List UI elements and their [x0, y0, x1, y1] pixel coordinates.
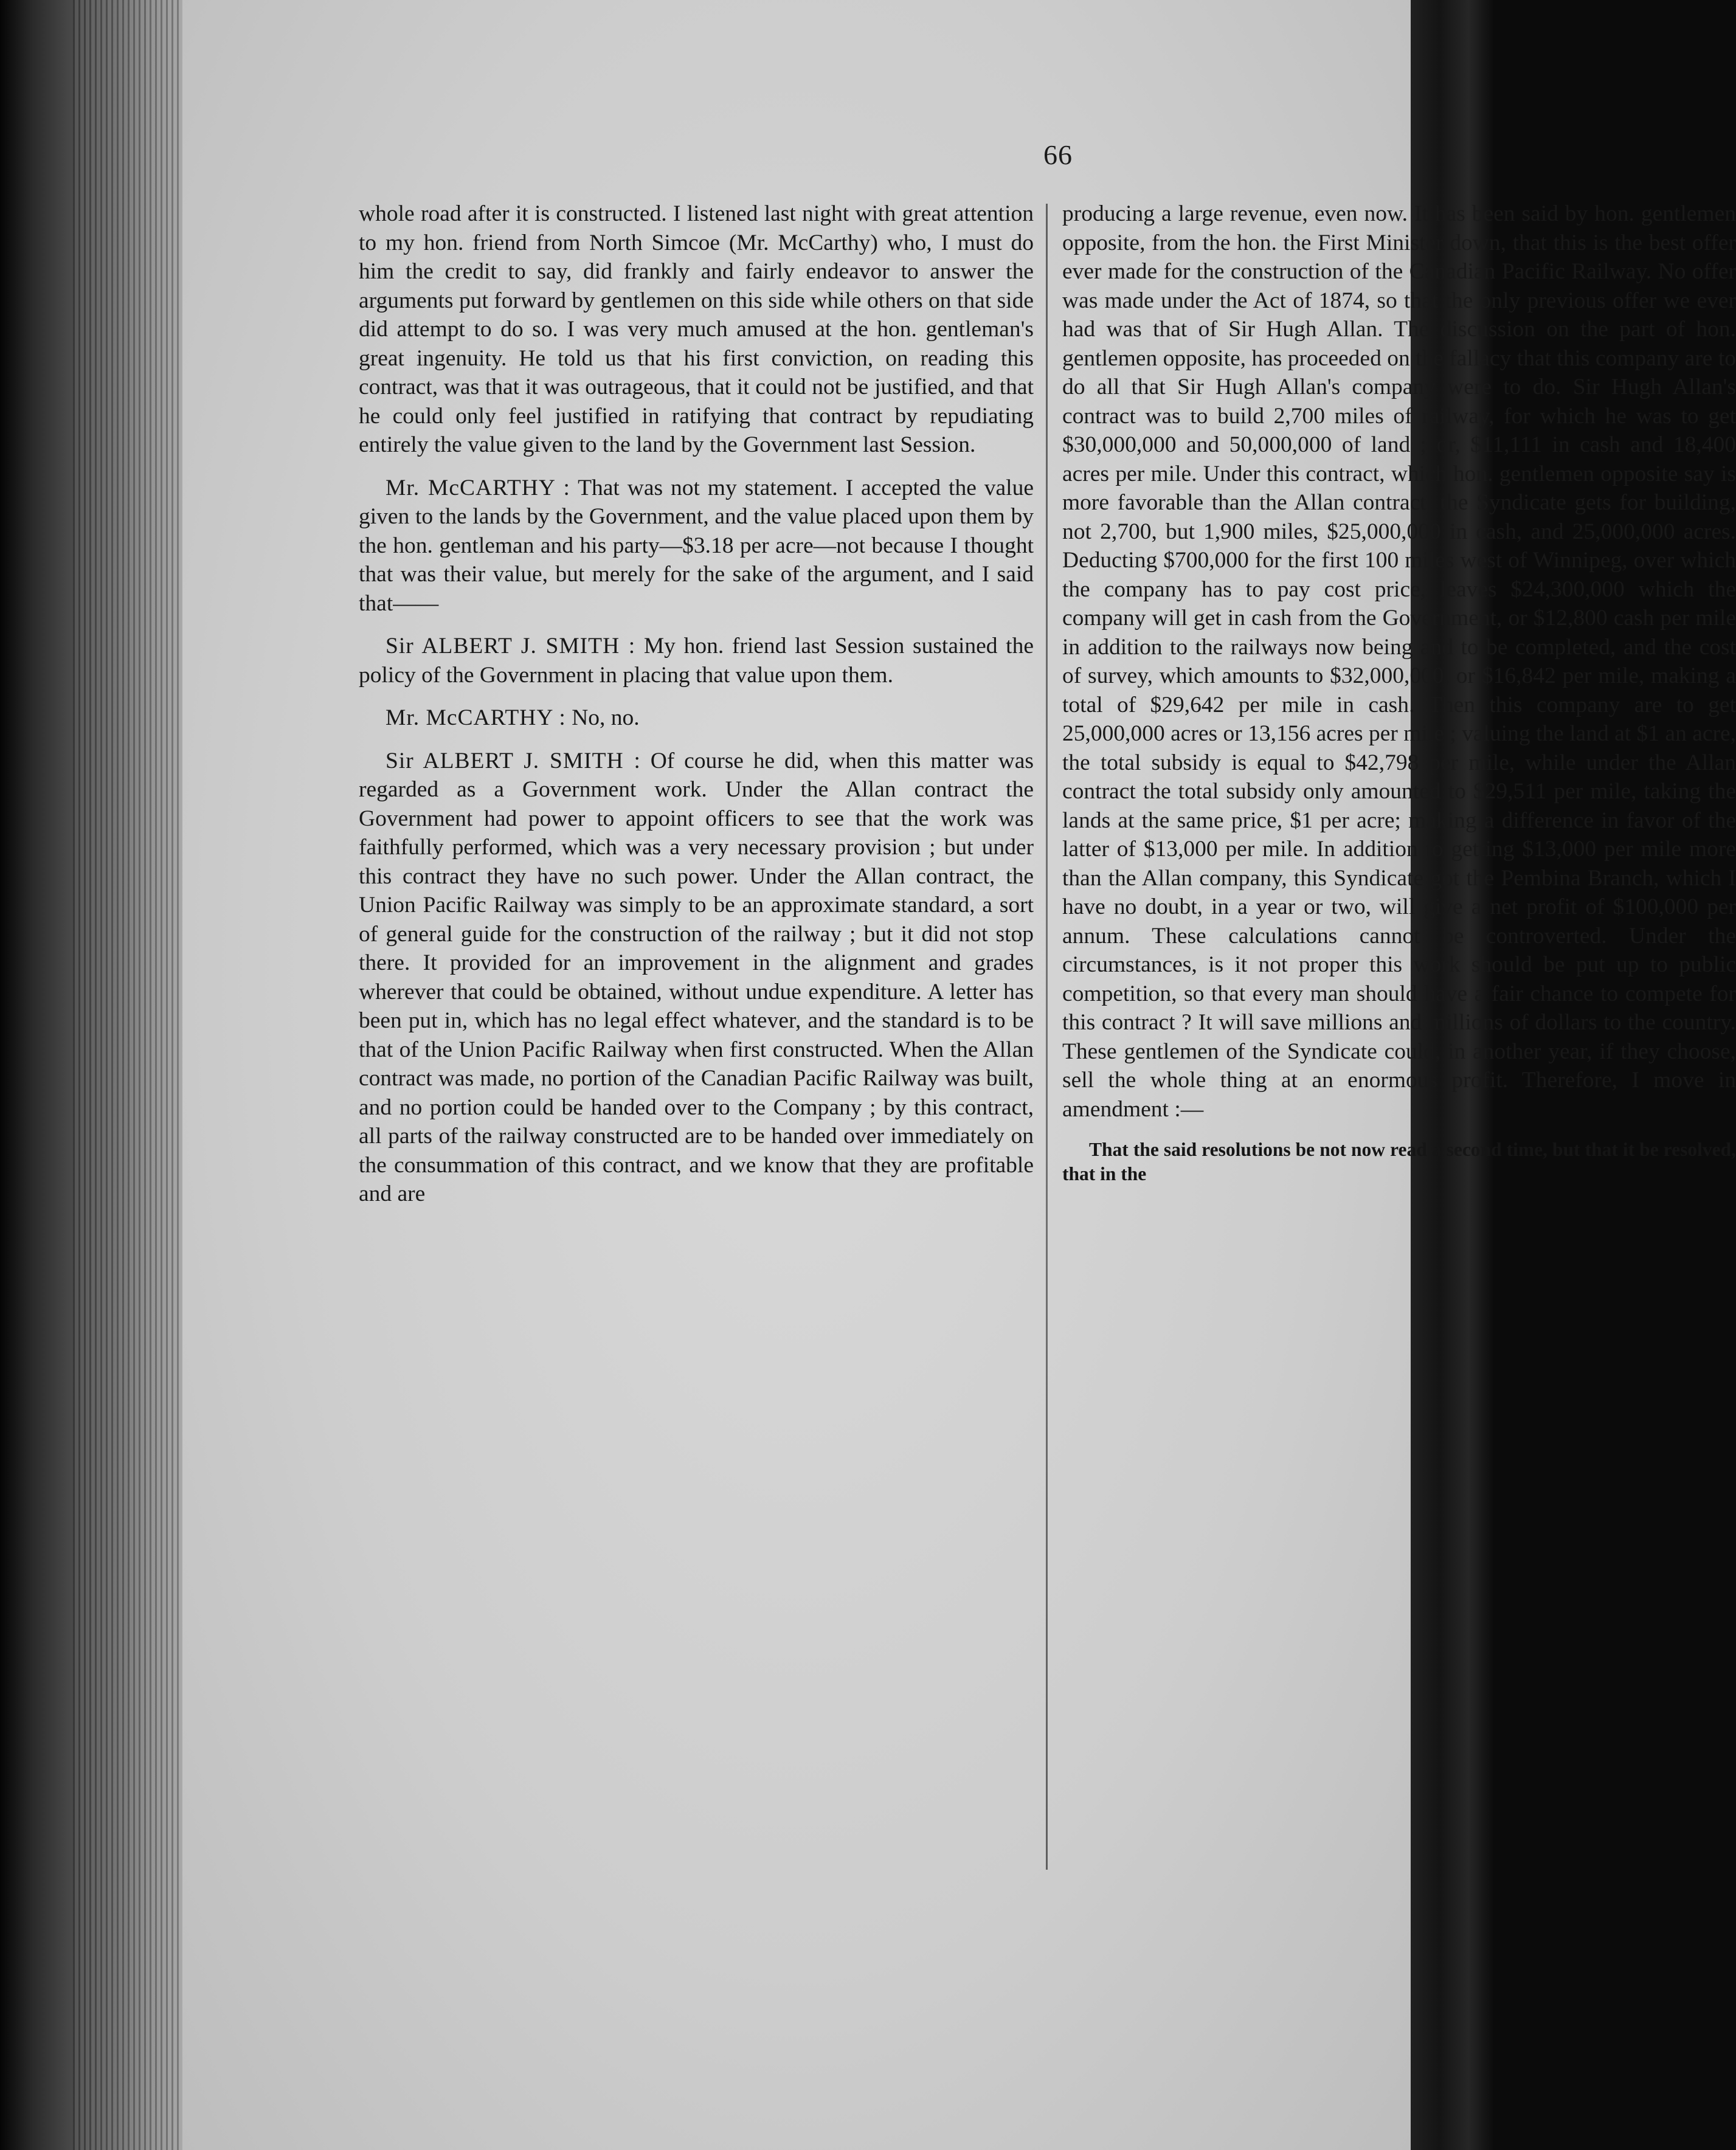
- column-divider: [1046, 204, 1048, 1870]
- right-column: [1062, 199, 1736, 1206]
- resolution-text: That the said resolutions be not now read a second time, but that it be resolved, that in the: [1062, 1139, 1736, 1184]
- speech-text: No, no.: [572, 705, 640, 730]
- speech-text: Of course he did, when this matter was regarded as a Government work. Under the Allan contract the Government had power to appoint officers to see that the work was faithfully performed, which was a very necessary provision ; but under this contract they have no such power. Under the Allan contract, the Union Pacific Railway was simply to be an approximate standard, a sort of general guide for the construction of the railway ; but it did not stop there. It provided for an improvement in the alignment and grades wherever that could be obtained, without undue expenditure. A letter has been put in, which has no legal effect whatever, and the standard is to be that of the Union Pacific Railway when first constructed. When the Allan contract was made, no portion of the Canadian Pacific Railway was built, and no portion could be handed over to the Company ; by this contract, all parts of the railway constructed are to be handed over immediately on the consummation of this contract, and we know that they are profitable and are: [359, 748, 1034, 1206]
- speech-text: My hon. friend last Session sustained the policy of the Government in placing that value upon them.: [359, 634, 1034, 688]
- left-column: [359, 199, 1034, 1223]
- speech-paragraph: [359, 632, 1034, 690]
- speech-text: That was not my statement. I accepted the value given to the lands by the Government, and the value placed upon them by the hon. gentleman and his party—$3.18 per acre—not because I thought that was their value, but merely for the sake of the argument, and I said that——: [359, 475, 1034, 616]
- speaker-name: Sir ALBERT J. SMITH :: [386, 748, 641, 773]
- book-spine: [0, 0, 182, 2150]
- speaker-name: Mr. McCARTHY :: [386, 705, 566, 730]
- speaker-name: Mr. McCARTHY :: [386, 475, 570, 500]
- scanned-page: [182, 0, 1736, 2150]
- paragraph: producing a large revenue, even now. It has been said by hon. gentlemen opposite, from the hon. the First Minister down, that this is the best offer ever made for the construction of the Canadian Pacific Railway. No offer was made under the Act of 1874, so that the only previous offer we ever had was that of Sir Hugh Allan. The discussion on the part of hon. gentlemen opposite, has proceeded on the fallacy that this company are to do all that Sir Hugh Allan's company were to do. Sir Hugh Allan's contract was to build 2,700 miles of railway, for which he was to get $30,000,000 and 50,000,000 of land ; or, $11,111 in cash and 18,400 acres per mile. Under this contract, which hon. gentlemen opposite say is more favorable than the Allan contract, the Syndicate gets for building, not 2,700, but 1,900 miles, $25,000,000 in cash, and 25,000,000 acres. Deducting $700,000 for the first 100 miles west of Winnipeg, over which the company has to pay cost price, leaves $24,300,000 which the company will get in cash from the Government, or $12,800 cash per mile in addition to the railways now being and to be completed, and the cost of survey, which amounts to $32,000,000, or $16,842 per mile, making a total of $29,642 per mile in cash. Then this company are to get 25,000,000 acres or 13,156 acres per mile ; valuing the land at $1 an acre, the total subsidy is equal to $42,798 per mile, while under the Allan contract the total subsidy only amounted to $29,511 per mile, taking the lands at the same price, $1 per acre; making a difference in favor of the latter of $13,000 per mile. In addition to getting $13,000 per mile more than the Allan company, this Syndicate got the Pembina Branch, which I have no doubt, in a year or two, will give a net profit of $100,000 per annum. These calculations cannot be controverted. Under the circumstances, is it not proper this work should be put up to public competition, so that every man should have a fair chance to compete for this contract ? It will save millions and millions of dollars to the country. These gentlemen of the Syndicate could, in another year, if they choose, sell the whole thing at an enormous profit. Therefore, I move in amendment :—: [1062, 201, 1736, 1122]
- speaker-name: Sir ALBERT J. SMITH :: [386, 634, 636, 658]
- speech-paragraph: [359, 747, 1034, 1209]
- speech-paragraph: [359, 703, 1034, 733]
- paragraph: whole road after it is constructed. I listened last night with great attention to my hon. friend from North Simcoe (Mr. McCarthy) who, I must do him the credit to say, did frankly and fairly endeavor to answer the arguments put forward by gentlemen on this side while others on that side did attempt to do so. I was very much amused at the hon. gentleman's great ingenuity. He told us that his first conviction, on reading this contract, was that it was outrageous, that it could not be justified, and that he could only feel justified in ratifying that contract by repudiating entirely the value given to the land by the Government last Session.: [359, 201, 1034, 457]
- speech-paragraph: [359, 474, 1034, 618]
- page-number: 66: [1043, 139, 1073, 170]
